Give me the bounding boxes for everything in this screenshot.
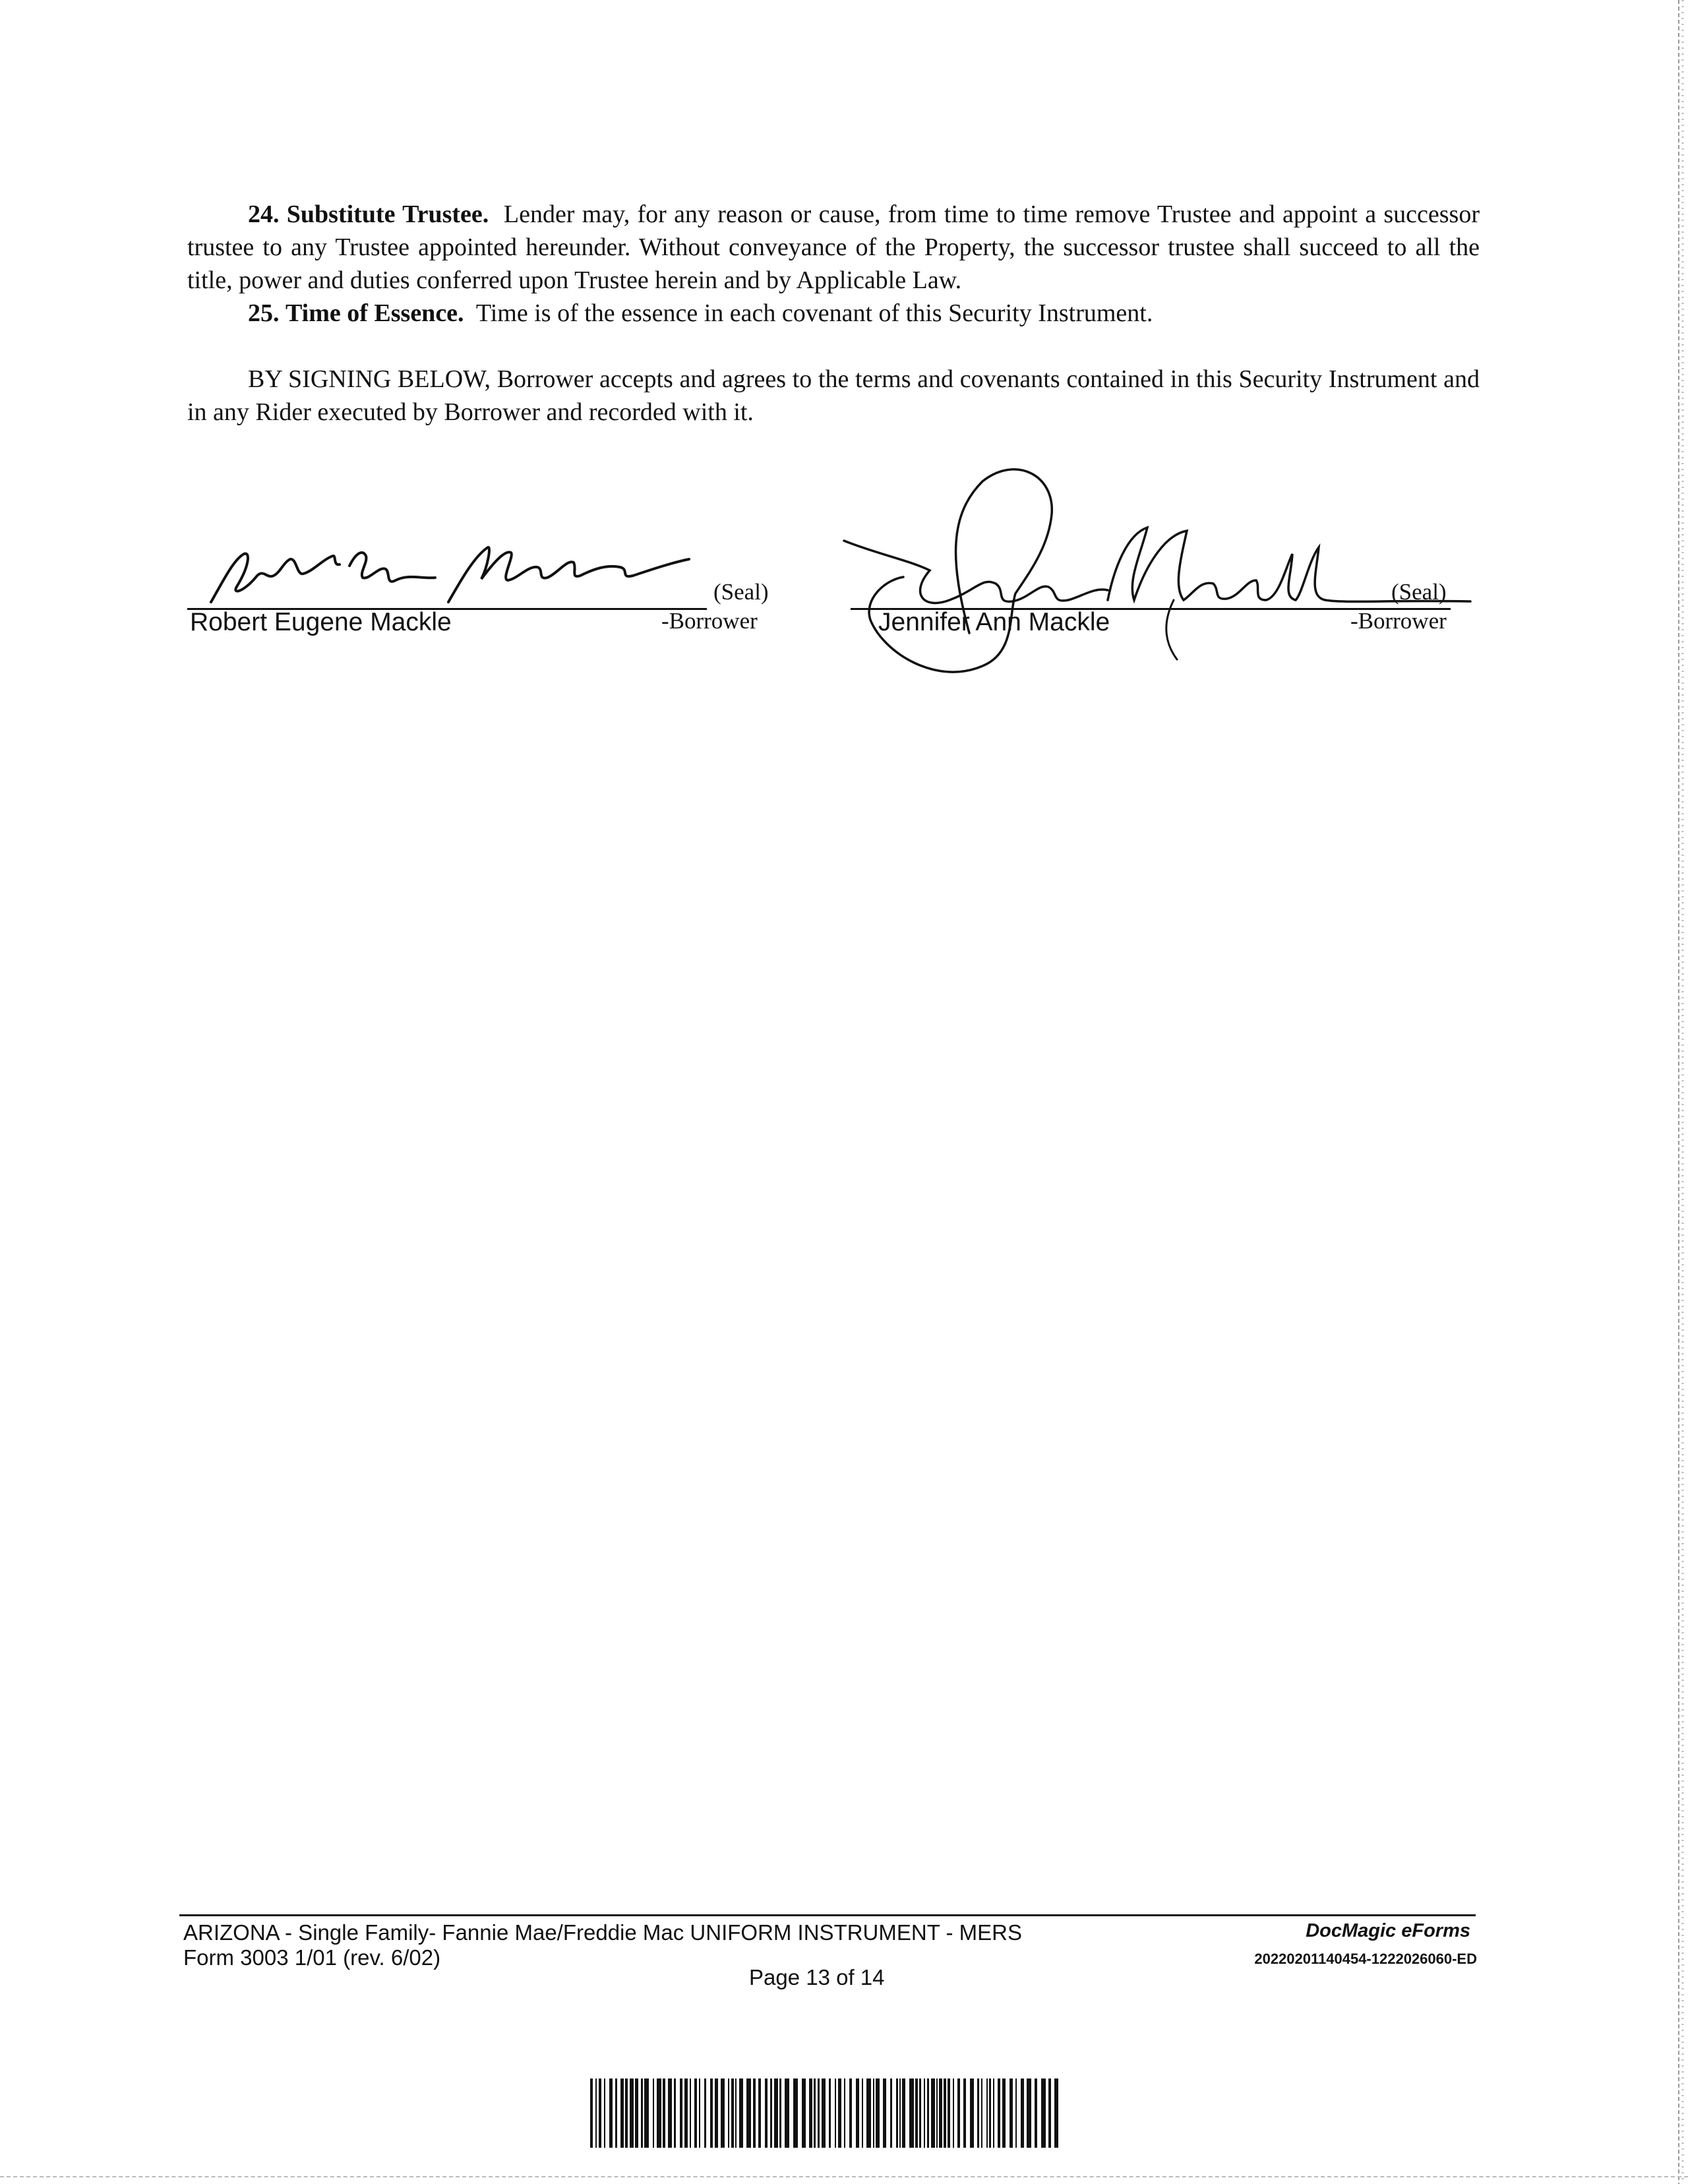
footer-rule bbox=[179, 1914, 1476, 1916]
footer-line-1: ARIZONA - Single Family- Fannie Mae/Freddie Mac UNIFORM INSTRUMENT - MERS bbox=[183, 1920, 1022, 1945]
section-24-text: Lender may, for any reason or cause, from time to time remove Trustee and appoint a successor trustee to any Trustee appointed hereunder. Without conveyance of the Property, the successor trustee shall succeed to all the title, power and duties conferred upon Trustee herein and by Applicable Law. bbox=[187, 200, 1480, 294]
signer-name-2: Jennifer Ann Mackle bbox=[878, 608, 1110, 636]
seal-label-1: (Seal) bbox=[713, 579, 769, 605]
seal-label-2: (Seal) bbox=[1391, 579, 1447, 605]
footer-line-2: Form 3003 1/01 (rev. 6/02) bbox=[183, 1945, 441, 1970]
barcode-icon bbox=[590, 2078, 1065, 2148]
signer-name-1: Robert Eugene Mackle bbox=[190, 608, 452, 636]
signing-statement-text: BY SIGNING BELOW, Borrower accepts and agrees to the terms and covenants contained in this Security Instrument and in any Rider executed by Borrower and recorded with it. bbox=[187, 365, 1480, 426]
section-24-heading: Substitute Trustee. bbox=[286, 200, 489, 228]
section-24-number: 24. bbox=[248, 200, 280, 228]
section-25-text: Time is of the essence in each covenant of this Security Instrument. bbox=[475, 299, 1153, 327]
section-25-number: 25. bbox=[248, 299, 280, 327]
scan-bottom-edge bbox=[0, 2176, 1688, 2179]
borrower-label-1: -Borrower bbox=[661, 608, 758, 634]
section-25-heading: Time of Essence. bbox=[286, 299, 464, 327]
handwritten-signature-2 bbox=[818, 462, 1477, 725]
borrower-label-2: -Borrower bbox=[1350, 608, 1447, 634]
section-24 bbox=[187, 198, 1480, 297]
handwritten-signature-1 bbox=[198, 539, 699, 612]
scan-edge-artifact bbox=[1668, 0, 1688, 2184]
docmagic-logo: DocMagic eForms bbox=[1306, 1920, 1470, 1941]
document-id: 20220201140454-1222026060-ED bbox=[1254, 1951, 1477, 1967]
signing-statement bbox=[187, 363, 1480, 429]
section-25 bbox=[187, 297, 1480, 330]
footer-form-info bbox=[183, 1920, 1022, 1970]
page-number: Page 13 of 14 bbox=[749, 1965, 885, 1989]
